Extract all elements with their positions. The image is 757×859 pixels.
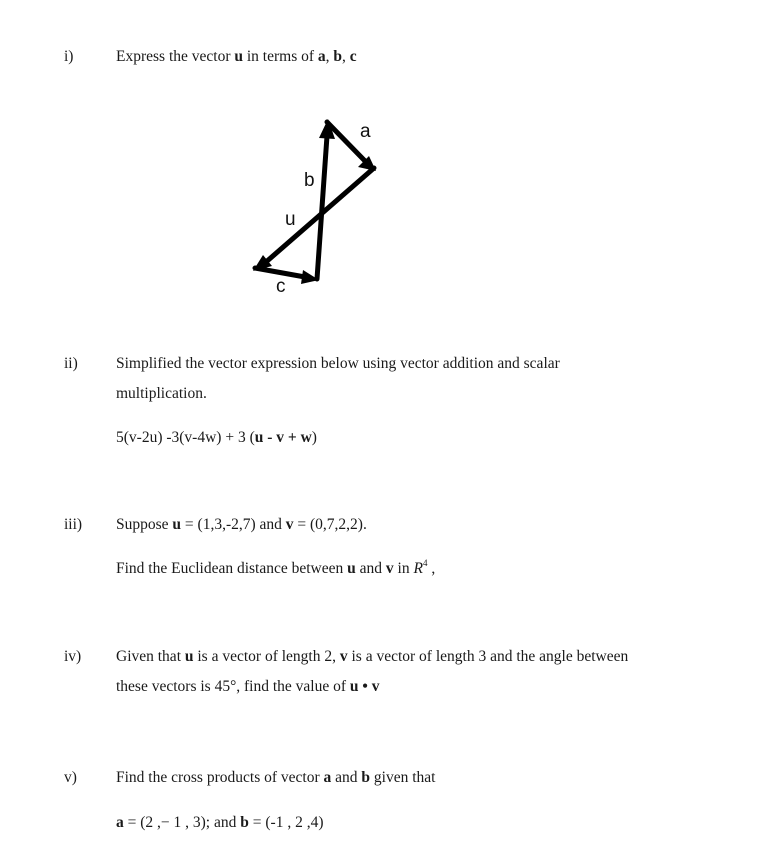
question-5-line2 [116, 814, 323, 832]
q1-c: c [349, 48, 357, 65]
question-1-text [116, 48, 357, 66]
q2-expr-part2: u - v + w [254, 429, 312, 446]
question-2-line2: multiplication. [116, 385, 207, 402]
q3-u: u [172, 516, 182, 533]
q5-d2: = (-1 , 2 ,4) [252, 814, 324, 831]
q3-f3: in [397, 560, 410, 577]
q4-g1: Given that [116, 648, 181, 665]
question-2-expression [116, 429, 317, 447]
q4-h1: these vectors is 45°, find the value of [116, 678, 347, 695]
q5-c1: Find the cross products of vector [116, 769, 320, 786]
question-3-line1 [116, 516, 367, 534]
question-4-number: iv) [64, 648, 82, 665]
q3-v: v [285, 516, 294, 533]
q3-exponent: 4 [422, 558, 428, 568]
q5-b: b [361, 769, 371, 786]
question-2-number: ii) [64, 355, 78, 372]
q3-s1: Suppose [116, 516, 169, 533]
q3-R: R [413, 560, 423, 577]
q5-a2: a [116, 814, 124, 831]
q1-b: b [333, 48, 343, 65]
question-5-line1 [116, 769, 435, 787]
q4-g2: is a vector of length 2, [197, 648, 336, 665]
question-5-number: v) [64, 769, 77, 786]
q3-f-u: u [347, 560, 356, 577]
q5-c2: and [335, 769, 358, 786]
vector-c-label: c [276, 276, 286, 297]
q4-g3: is a vector of length 3 and the angle between [351, 648, 629, 665]
q3-f-v: v [385, 560, 394, 577]
q3-s3: = (0,7,2,2). [297, 516, 367, 533]
q5-d1: = (2 ,− 1 , 3); and [127, 814, 237, 831]
q4-dot-product: u • v [349, 678, 380, 695]
q5-a: a [323, 769, 332, 786]
q1-mid: in terms of [246, 48, 315, 65]
q2-expr-part3: ) [311, 429, 317, 446]
q3-f1: Find the Euclidean distance between [116, 560, 344, 577]
vector-a-label: a [360, 121, 371, 142]
vector-b-label: b [304, 170, 315, 191]
q3-f2: and [359, 560, 383, 577]
q1-lead: Express the vector [116, 48, 231, 65]
question-4-line1 [116, 648, 628, 666]
q1-sep1: , [325, 48, 330, 65]
vector-u-label: u [285, 209, 296, 230]
q1-sep2: , [342, 48, 346, 65]
question-4-line2 [116, 678, 379, 696]
question-3-line2 [116, 560, 435, 578]
q4-u: u [184, 648, 194, 665]
vector-diagram [240, 112, 400, 302]
q5-b2: b [240, 814, 249, 831]
q3-s2: = (1,3,-2,7) and [184, 516, 282, 533]
q4-v: v [339, 648, 348, 665]
q5-c3: given that [373, 769, 436, 786]
q3-f4: , [431, 560, 436, 577]
q2-expr-part1: 5(v-2u) -3(v-4w) + 3 ( [116, 429, 255, 446]
q1-u: u [234, 48, 243, 65]
question-2-line1: Simplified the vector expression below using vector addition and scalar [116, 355, 560, 372]
q1-a: a [317, 48, 326, 65]
question-1-number: i) [64, 48, 74, 65]
question-3-number: iii) [64, 516, 83, 533]
